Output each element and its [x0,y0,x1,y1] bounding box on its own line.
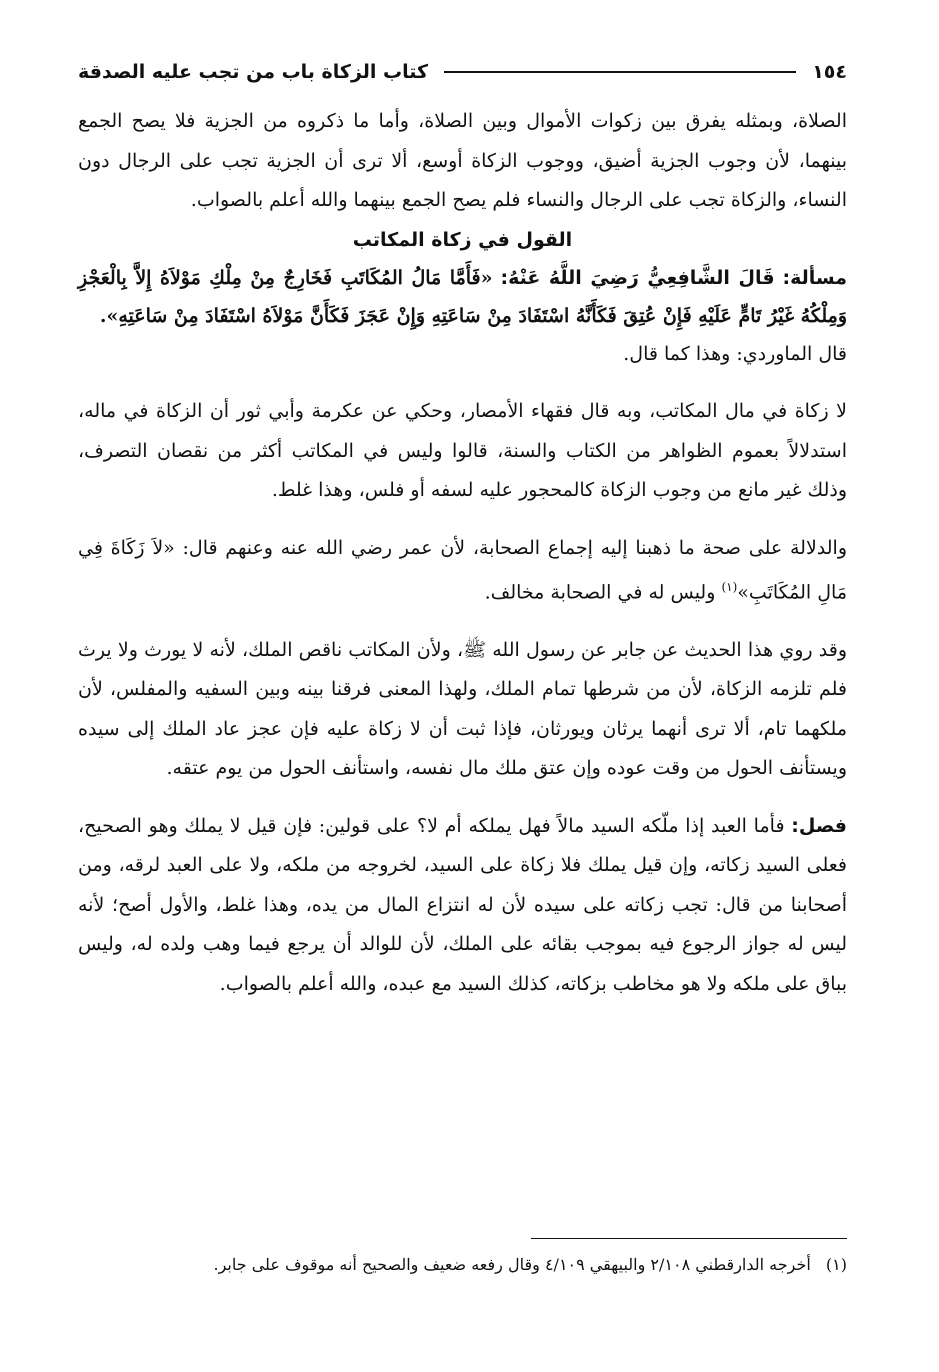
footnote-marker: (١) [721,580,738,594]
fasl-paragraph [78,807,847,1005]
masala-label: مسألة: [782,266,848,289]
paragraph-3-tail: وليس له في الصحابة مخالف. [484,581,722,604]
masala-paragraph [78,259,847,335]
header-rule [444,71,796,73]
mawardi-line: قال الماوردي: وهذا كما قال. [623,342,847,365]
section-heading: القول في زكاة المكاتب [352,228,573,251]
page-header [78,52,847,92]
page-number: ١٥٤ [812,61,847,83]
footnote [78,1250,847,1280]
paragraph-4: وقد روي هذا الحديث عن جابر عن رسول الله ﷺ، ولأن المكاتب ناقص الملك، لأنه لا يورث ولا يرث فلم تلزمه الزكاة، لأن من شرطها تمام الملك، ولهذا المعنى فرقنا بينه وبين السفيه والمفلس، لأن ملكهما تام، ألا ترى أنهما يرثان ويورثان، فإذا ثبت أن لا زكاة عليه فإن عجز عاد الملك إلى سيده ويستأنف الحول من وقت عوده وإن عتق ملك مال نفسه، واستأنف الحول من يوم عتقه. [78,638,847,780]
footnote-divider [531,1238,847,1239]
masala-quote: «فَأَمَّا مَالُ المُكَاتَبِ فَخَارِجٌ مِنْ مِلْكِ مَوْلاَهُ إِلاَّ بِالْعَجْزِ وَمِلْكُهُ غَيْرُ تَامٍّ عَلَيْهِ فَإِنْ عُتِقَ فَكَأَنَّهُ اسْتَفَادَ مِنْ سَاعَتِهِ وَإِنْ عَجَزَ فَكَأَنَّ مَوْلاَهُ اسْتَفَادَ مِنْ سَاعَتِهِ». [78,266,847,327]
paragraph-1: الصلاة، وبمثله يفرق بين زكوات الأموال وبين الصلاة، وأما ما ذكروه من الجزية فلا يصح الجمع بينهما، لأن وجوب الجزية أضيق، ووجوب الزكاة أوسع، ألا ترى أن الجزية تجب على الرجال دون النساء، والزكاة تجب على الرجال والنساء فلم يصح الجمع بينهما والله أعلم بالصواب. [78,110,847,211]
footnote-number: (١) [825,1255,847,1274]
running-title: كتاب الزكاة باب من تجب عليه الصدقة [78,61,429,83]
fasl-label: فصل: [791,814,847,837]
footnote-text: أخرجه الدارقطني ٢/١٠٨ والبيهقي ٤/١٠٩ وقال رفعه ضعيف والصحيح أنه موقوف على جابر. [213,1255,811,1274]
paragraph-3-text: والدلالة على صحة ما ذهبنا إليه إجماع الصحابة، لأن عمر رضي الله عنه وعنهم قال: «لاَ زَكَاةَ فِي مَالِ المُكَاتَبِ» [78,536,847,604]
book-page [78,52,847,1332]
paragraph-2: لا زكاة في مال المكاتب، وبه قال فقهاء الأمصار، وحكي عن عكرمة وأبي ثور أن الزكاة في ماله، استدلالاً بعموم الظواهر من الكتاب والسنة، قالوا وليس في المكاتب أكثر من نقصان التصرف، وذلك غير مانع من وجوب الزكاة كالمحجور عليه لسفه أو فلس، وهذا غلط. [78,400,847,501]
fasl-text: فأما العبد إذا ملّكه السيد مالاً فهل يملكه أم لا؟ على قولين: فإن قيل لا يملك وهو الصحيح، فعلى السيد زكاته، وإن قيل يملك فلا زكاة على السيد، لخروجه من ملكه، ولا على العبد لرقه، ومن أصحابنا من قال: تجب زكاته على سيده لأن له انتزاع المال من يده، وهذا غلط، والأول أصح؛ لأنه ليس له جواز الرجوع فيه بموجب بقائه على الملك، لأن للوالد أن يرجع فيما وهب ولده له، وليس بباق على ملكه ولا هو مخاطب بزكاته، كذلك السيد مع عبده، والله أعلم بالصواب. [78,814,847,995]
masala-speaker: قَالَ الشَّافِعِيُّ رَضِيَ اللَّهُ عَنْهُ: [500,266,775,289]
paragraph-3 [78,529,847,613]
